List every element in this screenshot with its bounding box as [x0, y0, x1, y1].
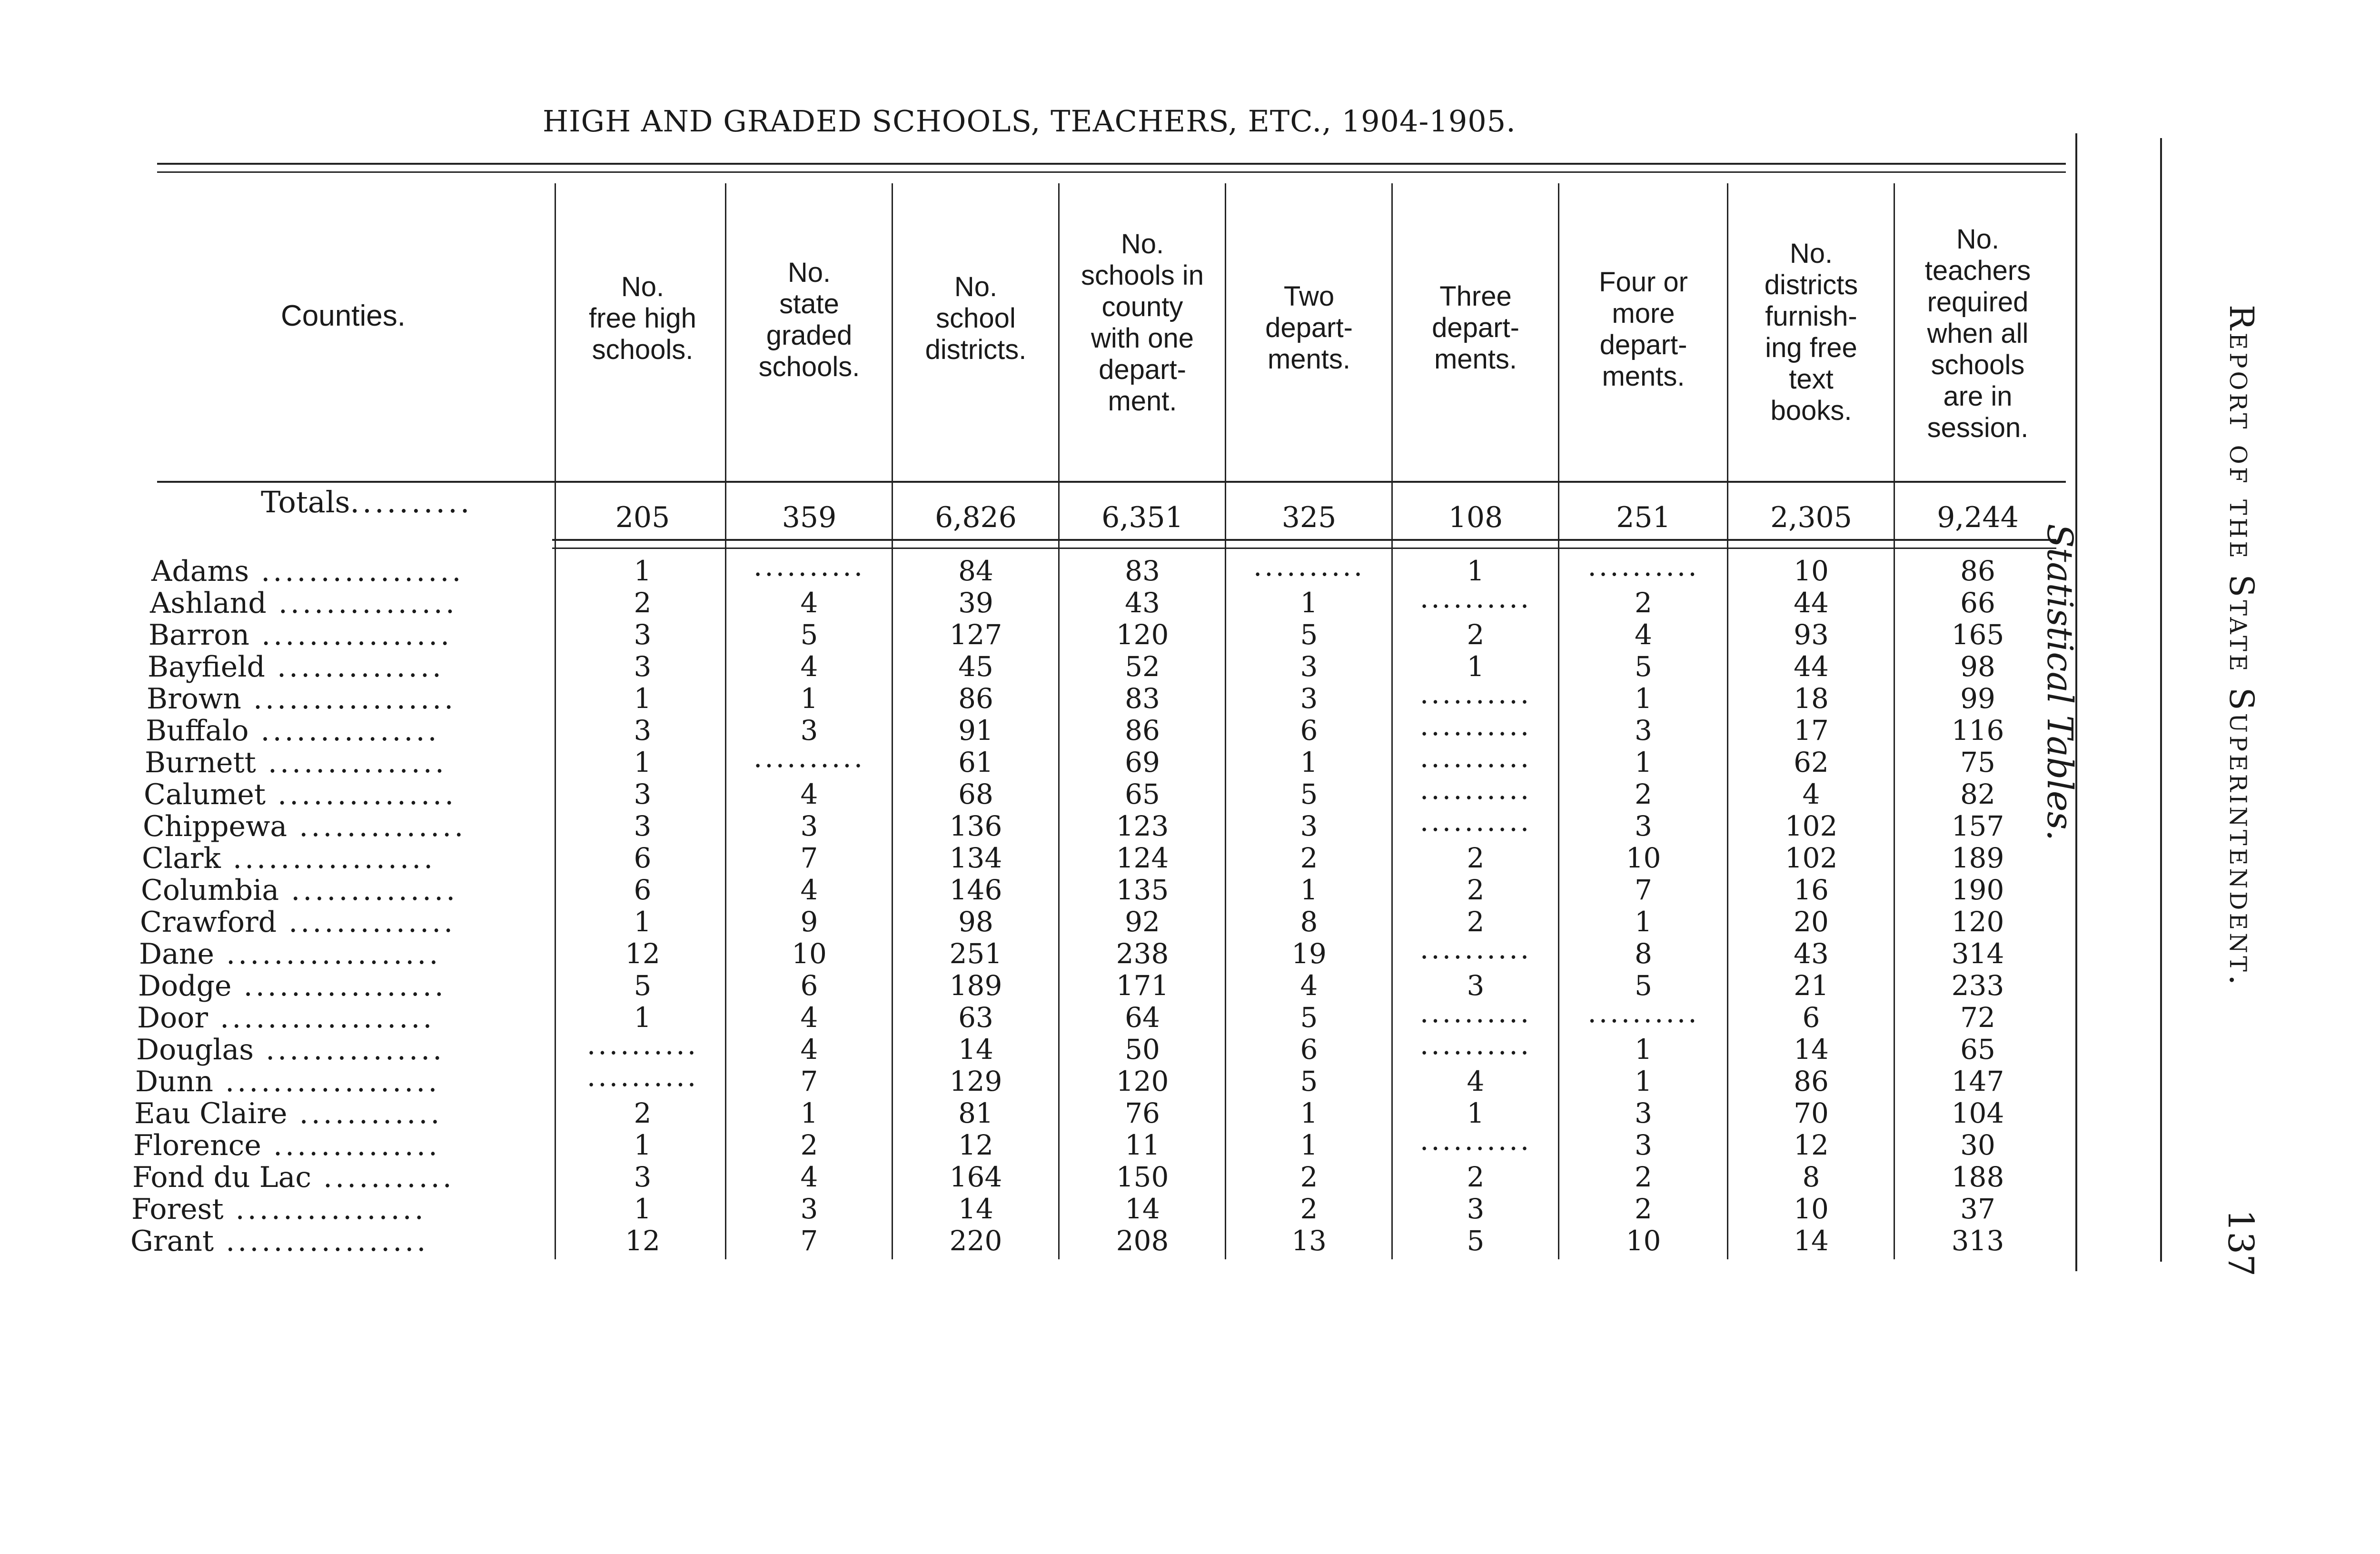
- table-cell: 4: [800, 1033, 818, 1066]
- table-cell: 1: [1635, 746, 1652, 778]
- empty-cell: ..........: [1253, 550, 1365, 582]
- table-cell: 2: [1300, 1193, 1318, 1225]
- table-cell: 2: [1467, 618, 1485, 651]
- table-cell: 4: [800, 587, 818, 619]
- table-cell: 6: [1802, 1001, 1820, 1034]
- total-value: 2,305: [1770, 501, 1852, 534]
- county-label: Grant: [130, 1225, 214, 1258]
- table-cell: 7: [800, 1065, 818, 1097]
- table-cell: 98: [958, 906, 993, 938]
- county-name: Barron ................: [149, 618, 453, 652]
- table-cell: 208: [1116, 1225, 1169, 1257]
- table-cell: 2: [1635, 587, 1652, 619]
- page-number: 137: [2220, 1209, 2261, 1277]
- table-cell: 120: [1951, 906, 2004, 938]
- table-cell: 136: [949, 810, 1002, 842]
- table-cell: 129: [949, 1065, 1002, 1097]
- table-cell: 2: [1467, 842, 1485, 874]
- county-label: Columbia: [141, 874, 279, 907]
- table-cell: 81: [958, 1097, 993, 1129]
- table-cell: 65: [1960, 1033, 1995, 1066]
- table-cell: 76: [1125, 1097, 1160, 1129]
- table-cell: 5: [1300, 778, 1318, 810]
- empty-cell: ..........: [1587, 550, 1699, 582]
- county-label: Douglas: [136, 1033, 254, 1066]
- table-cell: 50: [1125, 1033, 1160, 1066]
- table-cell: 11: [1125, 1129, 1160, 1161]
- county-label: Clark: [142, 842, 221, 875]
- empty-cell: ..........: [586, 1060, 699, 1093]
- county-label: Dodge: [138, 969, 232, 1003]
- county-name: Buffalo ...............: [146, 714, 440, 747]
- table-cell: 43: [1125, 587, 1160, 619]
- county-label: Crawford: [140, 906, 277, 939]
- table-cell: 14: [1794, 1033, 1829, 1066]
- table-cell: 4: [800, 1161, 818, 1193]
- table-cell: 4: [800, 874, 818, 906]
- table-cell: 61: [958, 746, 993, 778]
- column-rule: [1558, 183, 1559, 1259]
- table-cell: 1: [1467, 555, 1485, 587]
- table-cell: 4: [800, 650, 818, 683]
- table-cell: 2: [1467, 874, 1485, 906]
- county-name: Dunn ..................: [135, 1065, 440, 1098]
- table-cell: 12: [958, 1129, 993, 1161]
- table-cell: 3: [1635, 810, 1652, 842]
- county-name: Clark .................: [142, 842, 436, 875]
- table-cell: 12: [625, 937, 660, 970]
- county-label: Ashland: [150, 587, 267, 620]
- table-cell: 238: [1116, 937, 1169, 970]
- column-header: Two depart- ments.: [1265, 281, 1353, 375]
- table-cell: 1: [634, 746, 652, 778]
- table-cell: 102: [1785, 810, 1838, 842]
- table-cell: 10: [1626, 1225, 1661, 1257]
- table-cell: 2: [634, 1097, 652, 1129]
- table-cell: 20: [1794, 906, 1829, 938]
- table-cell: 4: [800, 778, 818, 810]
- county-name: Door ..................: [137, 1001, 435, 1035]
- table-cell: 3: [800, 810, 818, 842]
- table-cell: 2: [634, 587, 652, 619]
- table-cell: 164: [949, 1161, 1002, 1193]
- table-cell: 3: [634, 618, 652, 651]
- table-cell: 1: [634, 1193, 652, 1225]
- table-cell: 3: [1467, 969, 1485, 1002]
- table-cell: 3: [1635, 1129, 1652, 1161]
- column-rule: [555, 183, 556, 1259]
- county-label: Adams: [151, 555, 249, 588]
- column-header: No. state graded schools.: [758, 257, 860, 382]
- table-cell: 313: [1951, 1225, 2004, 1257]
- table-cell: 146: [949, 874, 1002, 906]
- column-header: No. teachers required when all schools are in session.: [1924, 224, 2031, 443]
- table-cell: 98: [1960, 650, 1995, 683]
- table-cell: 2: [1635, 1161, 1652, 1193]
- table-cell: 120: [1116, 1065, 1169, 1097]
- table-cell: 5: [1467, 1225, 1485, 1257]
- table-cell: 5: [1300, 618, 1318, 651]
- table-cell: 86: [1960, 555, 1995, 587]
- table-cell: 3: [1300, 682, 1318, 715]
- outer-border: [2160, 138, 2162, 1262]
- empty-cell: ..........: [753, 550, 865, 582]
- running-head: Report of the State Superintendent.: [2222, 305, 2261, 988]
- counties-header: Counties.: [281, 299, 406, 332]
- table-cell: 5: [1300, 1001, 1318, 1034]
- column-rule: [892, 183, 893, 1259]
- totals-rule: [552, 539, 2056, 541]
- table-cell: 12: [625, 1225, 660, 1257]
- table-cell: 147: [1951, 1065, 2004, 1097]
- table-cell: 14: [958, 1033, 993, 1066]
- county-label: Calumet: [144, 778, 266, 811]
- table-cell: 3: [634, 650, 652, 683]
- table-cell: 69: [1125, 746, 1160, 778]
- table-cell: 120: [1116, 618, 1169, 651]
- table-cell: 1: [1300, 1129, 1318, 1161]
- top-rule-inner: [157, 171, 2066, 173]
- county-name: Fond du Lac ...........: [132, 1161, 455, 1194]
- county-label: Brown: [147, 682, 241, 716]
- table-cell: 30: [1960, 1129, 1995, 1161]
- county-label: Bayfield: [148, 650, 265, 684]
- county-label: Door: [137, 1001, 208, 1035]
- table-cell: 233: [1951, 969, 2004, 1002]
- table-cell: 8: [1802, 1161, 1820, 1193]
- table-cell: 86: [958, 682, 993, 715]
- empty-cell: ..........: [1419, 709, 1532, 742]
- table-cell: 1: [1300, 1097, 1318, 1129]
- column-header: No. districts furnish- ing free text books.: [1764, 238, 1858, 426]
- table-cell: 1: [634, 1129, 652, 1161]
- total-value: 251: [1616, 501, 1671, 534]
- empty-cell: ..........: [1587, 996, 1699, 1029]
- total-value: 205: [615, 501, 670, 534]
- totals-label-text: Totals: [261, 485, 350, 519]
- table-cell: 83: [1125, 682, 1160, 715]
- county-name: Crawford ..............: [140, 906, 456, 939]
- table-cell: 91: [958, 714, 993, 747]
- table-cell: 86: [1125, 714, 1160, 747]
- table-cell: 134: [949, 842, 1002, 874]
- table-cell: 6: [1300, 1033, 1318, 1066]
- table-cell: 116: [1951, 714, 2004, 747]
- county-label: Eau Claire: [134, 1097, 288, 1130]
- empty-cell: ..........: [1419, 582, 1532, 614]
- table-cell: 1: [634, 906, 652, 938]
- column-rule: [1225, 183, 1226, 1259]
- empty-cell: ..........: [1419, 677, 1532, 710]
- table-cell: 3: [800, 1193, 818, 1225]
- column-rule: [1391, 183, 1393, 1259]
- county-label: Fond du Lac: [132, 1161, 311, 1194]
- empty-cell: ..........: [753, 741, 865, 774]
- table-cell: 102: [1785, 842, 1838, 874]
- county-label: Dane: [139, 937, 215, 971]
- table-cell: 1: [800, 1097, 818, 1129]
- county-name: Chippewa ..............: [143, 810, 466, 843]
- table-cell: 3: [634, 778, 652, 810]
- county-name: Columbia ..............: [141, 874, 458, 907]
- county-label: Florence: [133, 1129, 261, 1162]
- table-cell: 83: [1125, 555, 1160, 587]
- totals-label: Totals..........: [261, 485, 473, 519]
- county-name: Bayfield ..............: [148, 650, 444, 684]
- table-cell: 10: [1794, 1193, 1829, 1225]
- table-cell: 86: [1794, 1065, 1829, 1097]
- table-cell: 3: [1300, 650, 1318, 683]
- table-cell: 72: [1960, 1001, 1995, 1034]
- table-cell: 62: [1794, 746, 1829, 778]
- table-cell: 10: [792, 937, 827, 970]
- table-cell: 37: [1960, 1193, 1995, 1225]
- table-cell: 1: [1467, 1097, 1485, 1129]
- table-cell: 171: [1116, 969, 1169, 1002]
- table-cell: 189: [1951, 842, 2004, 874]
- table-cell: 6: [800, 969, 818, 1002]
- county-name: Grant .................: [130, 1225, 429, 1258]
- table-cell: 3: [634, 1161, 652, 1193]
- table-cell: 1: [634, 682, 652, 715]
- empty-cell: ..........: [1419, 773, 1532, 806]
- table-cell: 43: [1794, 937, 1829, 970]
- table-cell: 1: [1300, 746, 1318, 778]
- table-cell: 84: [958, 555, 993, 587]
- table-cell: 1: [1635, 682, 1652, 715]
- table-cell: 99: [1960, 682, 1995, 715]
- county-label: Dunn: [135, 1065, 214, 1098]
- table-cell: 2: [1300, 1161, 1318, 1193]
- table-cell: 68: [958, 778, 993, 810]
- county-label: Barron: [149, 618, 249, 652]
- table-cell: 189: [949, 969, 1002, 1002]
- table-cell: 5: [1635, 650, 1652, 683]
- table-cell: 314: [1951, 937, 2004, 970]
- table-cell: 18: [1794, 682, 1829, 715]
- table-cell: 63: [958, 1001, 993, 1034]
- table-cell: 45: [958, 650, 993, 683]
- empty-cell: ..........: [1419, 1124, 1532, 1156]
- table-cell: 14: [958, 1193, 993, 1225]
- table-cell: 1: [1635, 906, 1652, 938]
- top-rule: [157, 163, 2066, 165]
- column-rule: [725, 183, 726, 1259]
- table-cell: 12: [1794, 1129, 1829, 1161]
- county-name: Brown .................: [147, 682, 456, 716]
- table-cell: 6: [1300, 714, 1318, 747]
- column-header: No. schools in county with one depart- ment.: [1081, 229, 1204, 417]
- table-cell: 4: [1802, 778, 1820, 810]
- table-cell: 4: [1467, 1065, 1485, 1097]
- table-cell: 5: [800, 618, 818, 651]
- total-value: 9,244: [1937, 501, 2019, 534]
- table-cell: 65: [1125, 778, 1160, 810]
- table-cell: 7: [800, 842, 818, 874]
- totals-rule-inner: [552, 548, 2056, 549]
- table-cell: 104: [1951, 1097, 2004, 1129]
- county-label: Chippewa: [143, 810, 288, 843]
- table-cell: 9: [800, 906, 818, 938]
- table-cell: 8: [1635, 937, 1652, 970]
- table-cell: 16: [1794, 874, 1829, 906]
- table-cell: 1: [1300, 874, 1318, 906]
- county-name: Calumet ...............: [144, 778, 457, 811]
- county-name: Florence ..............: [133, 1129, 440, 1162]
- total-value: 108: [1448, 501, 1503, 534]
- table-cell: 3: [1467, 1193, 1485, 1225]
- table-cell: 3: [1635, 1097, 1652, 1129]
- column-rule: [1727, 183, 1728, 1259]
- county-name: Douglas ...............: [136, 1033, 445, 1066]
- table-cell: 14: [1794, 1225, 1829, 1257]
- table-cell: 190: [1951, 874, 2004, 906]
- table-cell: 17: [1794, 714, 1829, 747]
- county-name: Eau Claire ............: [134, 1097, 443, 1130]
- table-cell: 7: [800, 1225, 818, 1257]
- table-cell: 1: [1635, 1033, 1652, 1066]
- table-cell: 165: [1951, 618, 2004, 651]
- table-cell: 2: [800, 1129, 818, 1161]
- table-title: HIGH AND GRADED SCHOOLS, TEACHERS, ETC., 1904-1905.: [543, 104, 1516, 139]
- county-name: Ashland ...............: [150, 587, 457, 620]
- table-cell: 3: [634, 714, 652, 747]
- table-cell: 123: [1116, 810, 1169, 842]
- table-cell: 3: [1635, 714, 1652, 747]
- table-cell: 4: [800, 1001, 818, 1034]
- table-cell: 5: [1635, 969, 1652, 1002]
- column-rule: [1894, 183, 1895, 1259]
- table-cell: 64: [1125, 1001, 1160, 1034]
- table-cell: 2: [1635, 1193, 1652, 1225]
- table-cell: 10: [1794, 555, 1829, 587]
- county-name: Dane ..................: [139, 937, 441, 971]
- table-cell: 127: [949, 618, 1002, 651]
- table-cell: 220: [949, 1225, 1002, 1257]
- table-cell: 251: [949, 937, 1002, 970]
- table-cell: 1: [634, 555, 652, 587]
- table-cell: 5: [634, 969, 652, 1002]
- table-cell: 2: [1635, 778, 1652, 810]
- table-cell: 6: [634, 842, 652, 874]
- table-cell: 44: [1794, 650, 1829, 683]
- table-cell: 4: [1300, 969, 1318, 1002]
- table-cell: 44: [1794, 587, 1829, 619]
- county-label: Buffalo: [146, 714, 249, 747]
- column-header: No. free high schools.: [589, 271, 696, 365]
- table-cell: 1: [1300, 587, 1318, 619]
- table-cell: 13: [1291, 1225, 1327, 1257]
- total-value: 325: [1281, 501, 1337, 534]
- table-cell: 2: [1467, 1161, 1485, 1193]
- total-value: 359: [782, 501, 837, 534]
- total-value: 6,826: [935, 501, 1017, 534]
- table-cell: 157: [1951, 810, 2004, 842]
- side-title: Statistical Tables.: [2039, 524, 2080, 841]
- table-cell: 1: [1635, 1065, 1652, 1097]
- table-cell: 8: [1300, 906, 1318, 938]
- table-cell: 66: [1960, 587, 1995, 619]
- table-cell: 7: [1635, 874, 1652, 906]
- column-header: Three depart- ments.: [1432, 281, 1519, 375]
- table-cell: 82: [1960, 778, 1995, 810]
- county-label: Forest: [131, 1193, 224, 1226]
- empty-cell: ..........: [1419, 805, 1532, 837]
- table-cell: 21: [1794, 969, 1829, 1002]
- column-header: No. school districts.: [925, 271, 1027, 365]
- table-cell: 4: [1635, 618, 1652, 651]
- table-cell: 10: [1626, 842, 1661, 874]
- table-cell: 19: [1291, 937, 1327, 970]
- table-cell: 92: [1125, 906, 1160, 938]
- table-cell: 14: [1125, 1193, 1160, 1225]
- table-cell: 3: [634, 810, 652, 842]
- empty-cell: ..........: [1419, 996, 1532, 1029]
- table-cell: 39: [958, 587, 993, 619]
- table-cell: 3: [800, 714, 818, 747]
- column-header: Four or more depart- ments.: [1599, 267, 1688, 392]
- empty-cell: ..........: [1419, 933, 1532, 965]
- empty-cell: ..........: [1419, 1028, 1532, 1061]
- table-cell: 93: [1794, 618, 1829, 651]
- county-name: Dodge .................: [138, 969, 446, 1003]
- county-name: Burnett ...............: [145, 746, 447, 779]
- table-cell: 75: [1960, 746, 1995, 778]
- table-cell: 70: [1794, 1097, 1829, 1129]
- table-cell: 1: [800, 682, 818, 715]
- table-cell: 188: [1951, 1161, 2004, 1193]
- column-rule: [1058, 183, 1060, 1259]
- empty-cell: ..........: [586, 1028, 699, 1061]
- table-cell: 2: [1300, 842, 1318, 874]
- table-cell: 2: [1467, 906, 1485, 938]
- table-cell: 6: [634, 874, 652, 906]
- table-cell: 1: [1467, 650, 1485, 683]
- table-cell: 1: [634, 1001, 652, 1034]
- county-name: Adams .................: [151, 555, 464, 588]
- county-label: Burnett: [145, 746, 256, 779]
- table-cell: 5: [1300, 1065, 1318, 1097]
- county-name: Forest ................: [131, 1193, 426, 1226]
- table-cell: 150: [1116, 1161, 1169, 1193]
- table-cell: 52: [1125, 650, 1160, 683]
- table-cell: 135: [1116, 874, 1169, 906]
- table-cell: 3: [1300, 810, 1318, 842]
- header-underline: [157, 481, 2066, 483]
- table-cell: 124: [1116, 842, 1169, 874]
- total-value: 6,351: [1101, 501, 1183, 534]
- empty-cell: ..........: [1419, 741, 1532, 774]
